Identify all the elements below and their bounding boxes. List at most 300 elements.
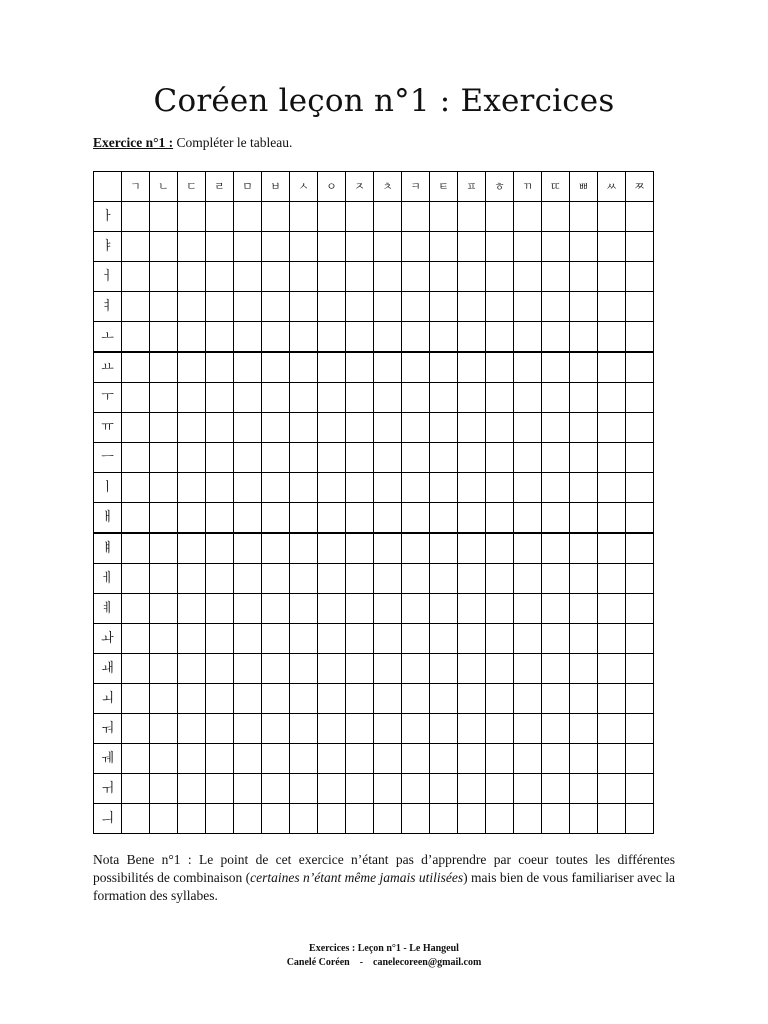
answer-cell[interactable] — [150, 443, 178, 473]
answer-cell[interactable] — [570, 352, 598, 383]
answer-cell[interactable] — [402, 654, 430, 684]
answer-cell[interactable] — [458, 654, 486, 684]
answer-cell[interactable] — [234, 744, 262, 774]
answer-cell[interactable] — [458, 533, 486, 564]
answer-cell[interactable] — [430, 413, 458, 443]
answer-cell[interactable] — [626, 322, 654, 353]
answer-cell[interactable] — [346, 352, 374, 383]
answer-cell[interactable] — [206, 594, 234, 624]
answer-cell[interactable] — [514, 262, 542, 292]
answer-cell[interactable] — [402, 744, 430, 774]
answer-cell[interactable] — [598, 744, 626, 774]
answer-cell[interactable] — [626, 804, 654, 834]
answer-cell[interactable] — [458, 684, 486, 714]
answer-cell[interactable] — [570, 594, 598, 624]
answer-cell[interactable] — [122, 714, 150, 744]
answer-cell[interactable] — [570, 684, 598, 714]
answer-cell[interactable] — [402, 503, 430, 534]
answer-cell[interactable] — [178, 533, 206, 564]
answer-cell[interactable] — [122, 413, 150, 443]
answer-cell[interactable] — [402, 413, 430, 443]
answer-cell[interactable] — [542, 684, 570, 714]
answer-cell[interactable] — [262, 443, 290, 473]
answer-cell[interactable] — [542, 443, 570, 473]
answer-cell[interactable] — [234, 624, 262, 654]
answer-cell[interactable] — [122, 624, 150, 654]
answer-cell[interactable] — [234, 503, 262, 534]
answer-cell[interactable] — [262, 714, 290, 744]
answer-cell[interactable] — [178, 262, 206, 292]
answer-cell[interactable] — [122, 594, 150, 624]
answer-cell[interactable] — [458, 744, 486, 774]
answer-cell[interactable] — [486, 714, 514, 744]
answer-cell[interactable] — [542, 262, 570, 292]
answer-cell[interactable] — [234, 654, 262, 684]
answer-cell[interactable] — [178, 232, 206, 262]
answer-cell[interactable] — [626, 292, 654, 322]
answer-cell[interactable] — [430, 744, 458, 774]
answer-cell[interactable] — [402, 262, 430, 292]
answer-cell[interactable] — [150, 624, 178, 654]
answer-cell[interactable] — [262, 564, 290, 594]
answer-cell[interactable] — [150, 292, 178, 322]
answer-cell[interactable] — [234, 533, 262, 564]
answer-cell[interactable] — [542, 654, 570, 684]
answer-cell[interactable] — [486, 564, 514, 594]
answer-cell[interactable] — [486, 322, 514, 353]
answer-cell[interactable] — [570, 232, 598, 262]
answer-cell[interactable] — [570, 503, 598, 534]
answer-cell[interactable] — [598, 533, 626, 564]
answer-cell[interactable] — [206, 413, 234, 443]
answer-cell[interactable] — [290, 292, 318, 322]
answer-cell[interactable] — [346, 232, 374, 262]
answer-cell[interactable] — [206, 503, 234, 534]
answer-cell[interactable] — [514, 564, 542, 594]
answer-cell[interactable] — [290, 383, 318, 413]
answer-cell[interactable] — [178, 744, 206, 774]
answer-cell[interactable] — [150, 383, 178, 413]
answer-cell[interactable] — [430, 564, 458, 594]
answer-cell[interactable] — [458, 503, 486, 534]
answer-cell[interactable] — [178, 654, 206, 684]
answer-cell[interactable] — [570, 202, 598, 232]
answer-cell[interactable] — [598, 624, 626, 654]
answer-cell[interactable] — [626, 624, 654, 654]
answer-cell[interactable] — [290, 804, 318, 834]
answer-cell[interactable] — [374, 594, 402, 624]
answer-cell[interactable] — [290, 654, 318, 684]
answer-cell[interactable] — [290, 684, 318, 714]
answer-cell[interactable] — [430, 533, 458, 564]
answer-cell[interactable] — [206, 473, 234, 503]
answer-cell[interactable] — [290, 564, 318, 594]
answer-cell[interactable] — [458, 292, 486, 322]
answer-cell[interactable] — [234, 383, 262, 413]
answer-cell[interactable] — [458, 232, 486, 262]
answer-cell[interactable] — [290, 262, 318, 292]
answer-cell[interactable] — [234, 202, 262, 232]
answer-cell[interactable] — [374, 533, 402, 564]
answer-cell[interactable] — [206, 714, 234, 744]
answer-cell[interactable] — [206, 322, 234, 353]
answer-cell[interactable] — [150, 684, 178, 714]
answer-cell[interactable] — [458, 624, 486, 654]
answer-cell[interactable] — [402, 383, 430, 413]
answer-cell[interactable] — [626, 202, 654, 232]
answer-cell[interactable] — [206, 744, 234, 774]
answer-cell[interactable] — [122, 322, 150, 353]
answer-cell[interactable] — [150, 473, 178, 503]
answer-cell[interactable] — [150, 564, 178, 594]
answer-cell[interactable] — [178, 714, 206, 744]
answer-cell[interactable] — [318, 624, 346, 654]
answer-cell[interactable] — [346, 322, 374, 353]
answer-cell[interactable] — [402, 473, 430, 503]
answer-cell[interactable] — [598, 292, 626, 322]
answer-cell[interactable] — [570, 322, 598, 353]
answer-cell[interactable] — [150, 262, 178, 292]
answer-cell[interactable] — [514, 684, 542, 714]
answer-cell[interactable] — [626, 352, 654, 383]
answer-cell[interactable] — [178, 684, 206, 714]
answer-cell[interactable] — [486, 202, 514, 232]
answer-cell[interactable] — [402, 804, 430, 834]
answer-cell[interactable] — [486, 383, 514, 413]
answer-cell[interactable] — [374, 804, 402, 834]
answer-cell[interactable] — [374, 262, 402, 292]
answer-cell[interactable] — [514, 503, 542, 534]
answer-cell[interactable] — [402, 624, 430, 654]
answer-cell[interactable] — [514, 352, 542, 383]
answer-cell[interactable] — [262, 232, 290, 262]
answer-cell[interactable] — [402, 232, 430, 262]
answer-cell[interactable] — [430, 383, 458, 413]
answer-cell[interactable] — [514, 202, 542, 232]
answer-cell[interactable] — [402, 774, 430, 804]
answer-cell[interactable] — [402, 443, 430, 473]
answer-cell[interactable] — [570, 292, 598, 322]
answer-cell[interactable] — [430, 473, 458, 503]
answer-cell[interactable] — [122, 564, 150, 594]
answer-cell[interactable] — [374, 292, 402, 322]
answer-cell[interactable] — [542, 413, 570, 443]
answer-cell[interactable] — [262, 624, 290, 654]
answer-cell[interactable] — [262, 292, 290, 322]
answer-cell[interactable] — [542, 352, 570, 383]
answer-cell[interactable] — [430, 714, 458, 744]
answer-cell[interactable] — [234, 473, 262, 503]
answer-cell[interactable] — [514, 383, 542, 413]
answer-cell[interactable] — [318, 774, 346, 804]
answer-cell[interactable] — [374, 564, 402, 594]
answer-cell[interactable] — [122, 383, 150, 413]
answer-cell[interactable] — [234, 292, 262, 322]
answer-cell[interactable] — [542, 533, 570, 564]
answer-cell[interactable] — [598, 262, 626, 292]
answer-cell[interactable] — [374, 443, 402, 473]
answer-cell[interactable] — [234, 232, 262, 262]
answer-cell[interactable] — [430, 624, 458, 654]
answer-cell[interactable] — [318, 684, 346, 714]
answer-cell[interactable] — [178, 804, 206, 834]
answer-cell[interactable] — [514, 774, 542, 804]
answer-cell[interactable] — [570, 774, 598, 804]
answer-cell[interactable] — [234, 413, 262, 443]
answer-cell[interactable] — [234, 352, 262, 383]
answer-cell[interactable] — [178, 624, 206, 654]
answer-cell[interactable] — [542, 232, 570, 262]
answer-cell[interactable] — [318, 594, 346, 624]
answer-cell[interactable] — [150, 202, 178, 232]
answer-cell[interactable] — [626, 654, 654, 684]
answer-cell[interactable] — [206, 202, 234, 232]
answer-cell[interactable] — [262, 413, 290, 443]
answer-cell[interactable] — [290, 774, 318, 804]
answer-cell[interactable] — [262, 503, 290, 534]
answer-cell[interactable] — [374, 232, 402, 262]
answer-cell[interactable] — [402, 292, 430, 322]
answer-cell[interactable] — [178, 383, 206, 413]
answer-cell[interactable] — [262, 202, 290, 232]
answer-cell[interactable] — [346, 443, 374, 473]
answer-cell[interactable] — [486, 744, 514, 774]
answer-cell[interactable] — [318, 262, 346, 292]
answer-cell[interactable] — [122, 774, 150, 804]
answer-cell[interactable] — [598, 443, 626, 473]
answer-cell[interactable] — [374, 624, 402, 654]
answer-cell[interactable] — [542, 383, 570, 413]
answer-cell[interactable] — [150, 322, 178, 353]
answer-cell[interactable] — [346, 684, 374, 714]
answer-cell[interactable] — [374, 352, 402, 383]
answer-cell[interactable] — [486, 413, 514, 443]
answer-cell[interactable] — [346, 413, 374, 443]
answer-cell[interactable] — [346, 744, 374, 774]
answer-cell[interactable] — [346, 533, 374, 564]
answer-cell[interactable] — [486, 503, 514, 534]
answer-cell[interactable] — [430, 774, 458, 804]
answer-cell[interactable] — [430, 503, 458, 534]
answer-cell[interactable] — [206, 564, 234, 594]
answer-cell[interactable] — [570, 533, 598, 564]
answer-cell[interactable] — [234, 262, 262, 292]
answer-cell[interactable] — [598, 473, 626, 503]
answer-cell[interactable] — [514, 533, 542, 564]
answer-cell[interactable] — [122, 654, 150, 684]
answer-cell[interactable] — [430, 292, 458, 322]
answer-cell[interactable] — [206, 533, 234, 564]
answer-cell[interactable] — [486, 804, 514, 834]
answer-cell[interactable] — [542, 744, 570, 774]
answer-cell[interactable] — [570, 443, 598, 473]
answer-cell[interactable] — [598, 413, 626, 443]
answer-cell[interactable] — [374, 744, 402, 774]
answer-cell[interactable] — [570, 624, 598, 654]
answer-cell[interactable] — [514, 744, 542, 774]
answer-cell[interactable] — [626, 232, 654, 262]
answer-cell[interactable] — [290, 473, 318, 503]
answer-cell[interactable] — [458, 804, 486, 834]
answer-cell[interactable] — [626, 443, 654, 473]
answer-cell[interactable] — [486, 594, 514, 624]
answer-cell[interactable] — [514, 413, 542, 443]
answer-cell[interactable] — [290, 624, 318, 654]
answer-cell[interactable] — [458, 202, 486, 232]
answer-cell[interactable] — [374, 714, 402, 744]
answer-cell[interactable] — [430, 352, 458, 383]
answer-cell[interactable] — [570, 654, 598, 684]
answer-cell[interactable] — [458, 383, 486, 413]
answer-cell[interactable] — [402, 594, 430, 624]
answer-cell[interactable] — [570, 804, 598, 834]
answer-cell[interactable] — [402, 202, 430, 232]
answer-cell[interactable] — [486, 443, 514, 473]
answer-cell[interactable] — [626, 714, 654, 744]
answer-cell[interactable] — [346, 774, 374, 804]
answer-cell[interactable] — [206, 262, 234, 292]
answer-cell[interactable] — [318, 383, 346, 413]
answer-cell[interactable] — [178, 473, 206, 503]
answer-cell[interactable] — [234, 594, 262, 624]
answer-cell[interactable] — [402, 714, 430, 744]
answer-cell[interactable] — [318, 232, 346, 262]
answer-cell[interactable] — [598, 202, 626, 232]
answer-cell[interactable] — [262, 774, 290, 804]
answer-cell[interactable] — [206, 443, 234, 473]
answer-cell[interactable] — [290, 443, 318, 473]
answer-cell[interactable] — [178, 322, 206, 353]
answer-cell[interactable] — [150, 774, 178, 804]
answer-cell[interactable] — [374, 413, 402, 443]
answer-cell[interactable] — [318, 443, 346, 473]
answer-cell[interactable] — [626, 684, 654, 714]
answer-cell[interactable] — [374, 684, 402, 714]
answer-cell[interactable] — [122, 503, 150, 534]
answer-cell[interactable] — [234, 684, 262, 714]
answer-cell[interactable] — [542, 292, 570, 322]
answer-cell[interactable] — [290, 744, 318, 774]
answer-cell[interactable] — [458, 443, 486, 473]
answer-cell[interactable] — [486, 232, 514, 262]
answer-cell[interactable] — [570, 413, 598, 443]
answer-cell[interactable] — [598, 232, 626, 262]
answer-cell[interactable] — [430, 804, 458, 834]
answer-cell[interactable] — [234, 443, 262, 473]
answer-cell[interactable] — [290, 232, 318, 262]
answer-cell[interactable] — [346, 383, 374, 413]
answer-cell[interactable] — [318, 533, 346, 564]
answer-cell[interactable] — [346, 473, 374, 503]
answer-cell[interactable] — [318, 654, 346, 684]
answer-cell[interactable] — [206, 232, 234, 262]
answer-cell[interactable] — [542, 564, 570, 594]
answer-cell[interactable] — [542, 322, 570, 353]
answer-cell[interactable] — [290, 413, 318, 443]
answer-cell[interactable] — [514, 232, 542, 262]
answer-cell[interactable] — [122, 533, 150, 564]
answer-cell[interactable] — [234, 804, 262, 834]
answer-cell[interactable] — [346, 202, 374, 232]
answer-cell[interactable] — [514, 594, 542, 624]
answer-cell[interactable] — [122, 684, 150, 714]
answer-cell[interactable] — [542, 714, 570, 744]
answer-cell[interactable] — [514, 624, 542, 654]
answer-cell[interactable] — [458, 262, 486, 292]
answer-cell[interactable] — [234, 714, 262, 744]
answer-cell[interactable] — [374, 774, 402, 804]
answer-cell[interactable] — [122, 232, 150, 262]
answer-cell[interactable] — [374, 383, 402, 413]
answer-cell[interactable] — [318, 744, 346, 774]
answer-cell[interactable] — [458, 352, 486, 383]
answer-cell[interactable] — [458, 714, 486, 744]
answer-cell[interactable] — [262, 533, 290, 564]
answer-cell[interactable] — [542, 624, 570, 654]
answer-cell[interactable] — [458, 473, 486, 503]
answer-cell[interactable] — [626, 383, 654, 413]
answer-cell[interactable] — [178, 292, 206, 322]
answer-cell[interactable] — [290, 503, 318, 534]
answer-cell[interactable] — [514, 322, 542, 353]
answer-cell[interactable] — [318, 202, 346, 232]
answer-cell[interactable] — [486, 774, 514, 804]
answer-cell[interactable] — [234, 322, 262, 353]
answer-cell[interactable] — [262, 262, 290, 292]
answer-cell[interactable] — [598, 503, 626, 534]
answer-cell[interactable] — [346, 714, 374, 744]
answer-cell[interactable] — [150, 714, 178, 744]
answer-cell[interactable] — [402, 322, 430, 353]
answer-cell[interactable] — [290, 202, 318, 232]
answer-cell[interactable] — [262, 322, 290, 353]
answer-cell[interactable] — [402, 564, 430, 594]
answer-cell[interactable] — [486, 684, 514, 714]
answer-cell[interactable] — [122, 744, 150, 774]
answer-cell[interactable] — [178, 564, 206, 594]
answer-cell[interactable] — [318, 292, 346, 322]
answer-cell[interactable] — [570, 262, 598, 292]
answer-cell[interactable] — [346, 804, 374, 834]
answer-cell[interactable] — [514, 443, 542, 473]
answer-cell[interactable] — [486, 624, 514, 654]
answer-cell[interactable] — [290, 533, 318, 564]
answer-cell[interactable] — [458, 413, 486, 443]
answer-cell[interactable] — [458, 774, 486, 804]
answer-cell[interactable] — [122, 473, 150, 503]
answer-cell[interactable] — [486, 352, 514, 383]
answer-cell[interactable] — [374, 654, 402, 684]
answer-cell[interactable] — [262, 744, 290, 774]
answer-cell[interactable] — [262, 383, 290, 413]
answer-cell[interactable] — [514, 654, 542, 684]
answer-cell[interactable] — [206, 684, 234, 714]
answer-cell[interactable] — [150, 533, 178, 564]
answer-cell[interactable] — [598, 322, 626, 353]
answer-cell[interactable] — [598, 804, 626, 834]
answer-cell[interactable] — [458, 594, 486, 624]
answer-cell[interactable] — [318, 473, 346, 503]
answer-cell[interactable] — [346, 262, 374, 292]
answer-cell[interactable] — [346, 564, 374, 594]
answer-cell[interactable] — [542, 804, 570, 834]
answer-cell[interactable] — [318, 352, 346, 383]
answer-cell[interactable] — [542, 503, 570, 534]
answer-cell[interactable] — [514, 804, 542, 834]
answer-cell[interactable] — [122, 292, 150, 322]
answer-cell[interactable] — [234, 774, 262, 804]
answer-cell[interactable] — [514, 714, 542, 744]
